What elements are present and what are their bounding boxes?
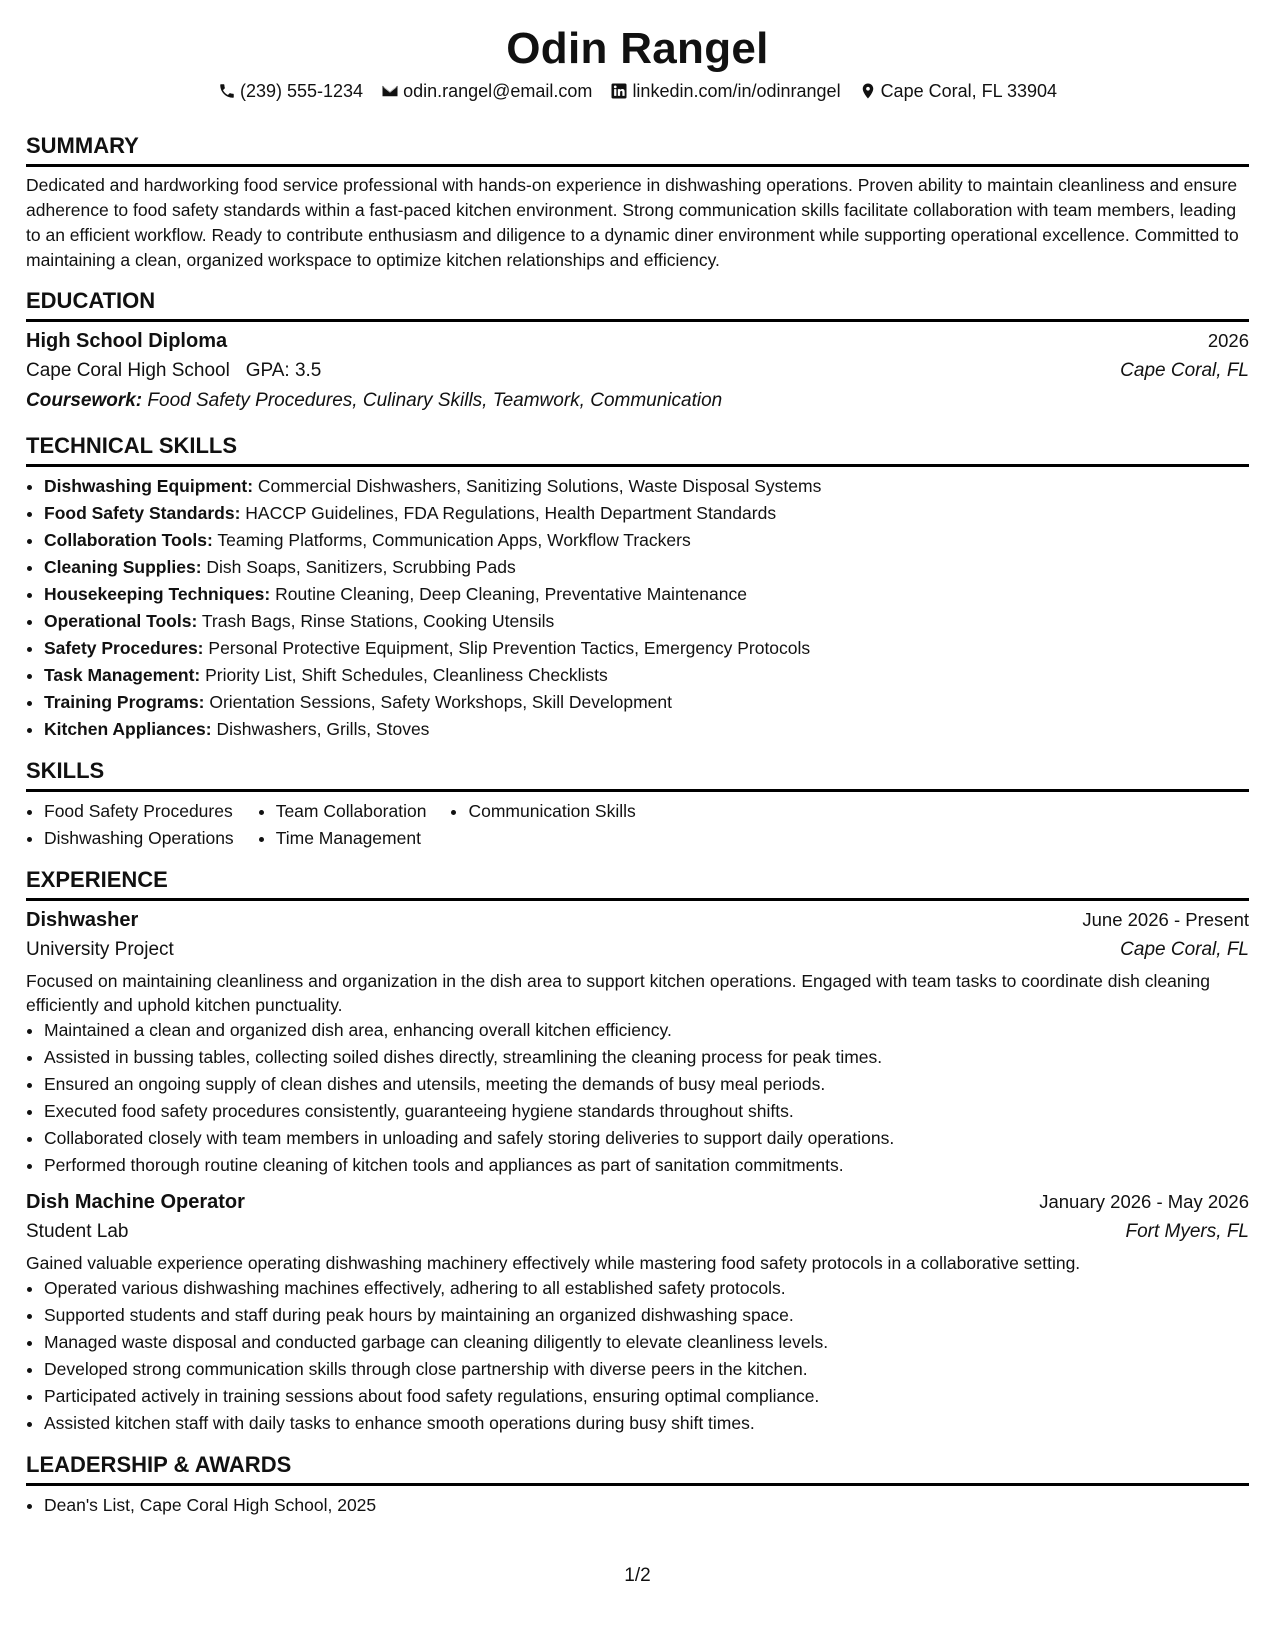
phone-text: (239) 555-1234 xyxy=(239,81,364,101)
summary-section xyxy=(26,132,1249,273)
skill-value: Teaming Platforms, Communication Apps, Workflow Trackers xyxy=(217,530,691,550)
skill-value: Orientation Sessions, Safety Workshops, Skill Development xyxy=(209,692,672,712)
resume-page xyxy=(26,0,1249,1519)
skill-value: Dishwashers, Grills, Stoves xyxy=(216,719,430,739)
technical-skills-section xyxy=(26,432,1249,743)
list-item: • Assisted kitchen staff with daily tasks to enhance smooth operations during busy shift times. xyxy=(44,1410,1249,1437)
list-item xyxy=(44,635,1249,662)
list-item: • Ensured an ongoing supply of clean dishes and utensils, meeting the demands of busy meal periods. xyxy=(44,1071,1249,1098)
experience-section xyxy=(26,866,1249,1437)
skill-label: Collaboration Tools: xyxy=(44,530,213,550)
contact-email[interactable] xyxy=(381,78,592,104)
leadership-section xyxy=(26,1451,1249,1519)
degree: High School Diploma xyxy=(26,330,228,352)
coursework-list: Food Safety Procedures, Culinary Skills, Teamwork, Communication xyxy=(147,390,723,411)
section-title: EXPERIENCE xyxy=(26,866,1249,901)
skill-label: Operational Tools: xyxy=(44,611,198,631)
page-number: 1/2 xyxy=(624,1565,651,1586)
list-item xyxy=(44,500,1249,527)
job-sub-row xyxy=(26,1217,1249,1247)
map-pin-icon xyxy=(859,82,877,100)
job-bullets xyxy=(26,1275,1249,1437)
contact-phone xyxy=(218,78,363,104)
skill-label: Training Programs: xyxy=(44,692,205,712)
coursework-line xyxy=(26,386,1249,416)
job-sub-row xyxy=(26,935,1249,965)
linkedin-text[interactable]: linkedin.com/in/odinrangel xyxy=(632,81,841,101)
list-item: • Assisted in bussing tables, collecting soiled dishes directly, streamlining the cleaning process for peak times. xyxy=(44,1044,1249,1071)
skill-label: Cleaning Supplies: xyxy=(44,557,202,577)
gpa: GPA: 3.5 xyxy=(245,360,322,381)
skill-label: Food Safety Standards: xyxy=(44,503,241,523)
education-section xyxy=(26,287,1249,416)
list-item: • Performed thorough routine cleaning of kitchen tools and appliances as part of sanitation commitments. xyxy=(44,1152,1249,1179)
skills-section xyxy=(26,757,1249,852)
section-title: SKILLS xyxy=(26,757,1249,792)
list-item: • Dean's List, Cape Coral High School, 2025 xyxy=(44,1492,1249,1519)
list-item: • Operated various dishwashing machines effectively, adhering to all established safety protocols. xyxy=(44,1275,1249,1302)
skill-value: HACCP Guidelines, FDA Regulations, Health Department Standards xyxy=(245,503,777,523)
job-location: Fort Myers, FL xyxy=(1125,1221,1249,1242)
coursework-label: Coursework: xyxy=(26,390,143,411)
contact-location xyxy=(859,78,1057,104)
list-item: • Food Safety Procedures xyxy=(44,798,234,825)
phone-icon xyxy=(218,82,236,100)
contact-bar xyxy=(26,78,1249,104)
section-title: TECHNICAL SKILLS xyxy=(26,432,1249,467)
list-item: • Supported students and staff during peak hours by maintaining an organized dishwashing space. xyxy=(44,1302,1249,1329)
list-item: • Developed strong communication skills through close partnership with diverse peers in the kitchen. xyxy=(44,1356,1249,1383)
graduation-year: 2026 xyxy=(1207,330,1249,351)
skill-label: Dishwashing Equipment: xyxy=(44,476,254,496)
leadership-list xyxy=(26,1492,1249,1519)
education-sub-row xyxy=(26,356,1249,386)
technical-skills-list xyxy=(26,473,1249,743)
job-entry xyxy=(26,1187,1249,1437)
email-text[interactable]: odin.rangel@email.com xyxy=(403,81,593,101)
job-description: Gained valuable experience operating dishwashing machinery effectively while mastering food safety protocols in a collaborative setting. xyxy=(26,1253,1081,1273)
contact-linkedin[interactable] xyxy=(610,78,840,104)
section-title: SUMMARY xyxy=(26,132,1249,167)
section-title: EDUCATION xyxy=(26,287,1249,322)
skill-label: Task Management: xyxy=(44,665,201,685)
skill-label: Safety Procedures: xyxy=(44,638,204,658)
job-header-row xyxy=(26,905,1249,935)
school-name: Cape Coral High School xyxy=(26,360,230,381)
education-header-row xyxy=(26,326,1249,356)
job-bullets xyxy=(26,1017,1249,1179)
job-org: Student Lab xyxy=(26,1221,129,1242)
list-item: • Executed food safety procedures consistently, guaranteeing hygiene standards throughout shifts. xyxy=(44,1098,1249,1125)
linkedin-icon xyxy=(610,82,628,100)
job-role: Dish Machine Operator xyxy=(26,1191,245,1213)
job-description: Focused on maintaining cleanliness and organization in the dish area to support kitchen operations. Engaged with team tasks to coordinate dish cleaning efficiently and uphold kitchen punctuality. xyxy=(26,971,1210,1015)
skills-column-3 xyxy=(450,798,635,852)
list-item: • Time Management xyxy=(276,825,427,852)
summary-text: Dedicated and hardworking food service professional with hands-on experience in dishwashing operations. Proven ability to maintain cleanliness and ensure adherence to food safety standards within a fast-paced kitchen environment. Strong communication skills facilitate collaboration with team members, leading to an efficient workflow. Ready to contribute enthusiasm and diligence to a dynamic diner environment while supporting operational excellence. Committed to maintaining a clean, organized workspace to optimize kitchen relationships and efficiency. xyxy=(26,175,1239,270)
skills-column-1 xyxy=(26,798,234,852)
skill-value: Priority List, Shift Schedules, Cleanliness Checklists xyxy=(205,665,608,685)
school-location: Cape Coral, FL xyxy=(1120,360,1249,381)
list-item: • Maintained a clean and organized dish area, enhancing overall kitchen efficiency. xyxy=(44,1017,1249,1044)
location-text: Cape Coral, FL 33904 xyxy=(880,81,1058,101)
skills-columns xyxy=(26,798,1249,852)
list-item xyxy=(44,473,1249,500)
job-location: Cape Coral, FL xyxy=(1120,939,1249,960)
list-item: • Participated actively in training sessions about food safety regulations, ensuring optimal compliance. xyxy=(44,1383,1249,1410)
job-role: Dishwasher xyxy=(26,909,139,931)
list-item: • Communication Skills xyxy=(468,798,635,825)
list-item xyxy=(44,581,1249,608)
list-item: • Dishwashing Operations xyxy=(44,825,234,852)
job-org: University Project xyxy=(26,939,174,960)
job-dates: June 2026 - Present xyxy=(1082,909,1249,930)
list-item xyxy=(44,689,1249,716)
skills-column-2 xyxy=(258,798,427,852)
skill-value: Dish Soaps, Sanitizers, Scrubbing Pads xyxy=(206,557,516,577)
envelope-icon xyxy=(381,82,399,100)
list-item xyxy=(44,608,1249,635)
job-dates: January 2026 - May 2026 xyxy=(1039,1191,1249,1212)
job-header-row xyxy=(26,1187,1249,1217)
list-item xyxy=(44,716,1249,743)
list-item: • Collaborated closely with team members in unloading and safely storing deliveries to support daily operations. xyxy=(44,1125,1249,1152)
skill-label: Housekeeping Techniques: xyxy=(44,584,271,604)
list-item xyxy=(44,662,1249,689)
list-item: • Team Collaboration xyxy=(276,798,427,825)
skill-label: Kitchen Appliances: xyxy=(44,719,212,739)
skill-value: Personal Protective Equipment, Slip Prevention Tactics, Emergency Protocols xyxy=(208,638,811,658)
list-item xyxy=(44,527,1249,554)
list-item xyxy=(44,554,1249,581)
skill-value: Routine Cleaning, Deep Cleaning, Preventative Maintenance xyxy=(275,584,747,604)
skill-value: Commercial Dishwashers, Sanitizing Solutions, Waste Disposal Systems xyxy=(257,476,822,496)
job-entry xyxy=(26,905,1249,1179)
school-line xyxy=(26,356,321,386)
candidate-name: Odin Rangel xyxy=(506,24,769,73)
section-title: LEADERSHIP & AWARDS xyxy=(26,1451,1249,1486)
list-item: • Managed waste disposal and conducted garbage can cleaning diligently to elevate cleanliness levels. xyxy=(44,1329,1249,1356)
skill-value: Trash Bags, Rinse Stations, Cooking Utensils xyxy=(201,611,555,631)
